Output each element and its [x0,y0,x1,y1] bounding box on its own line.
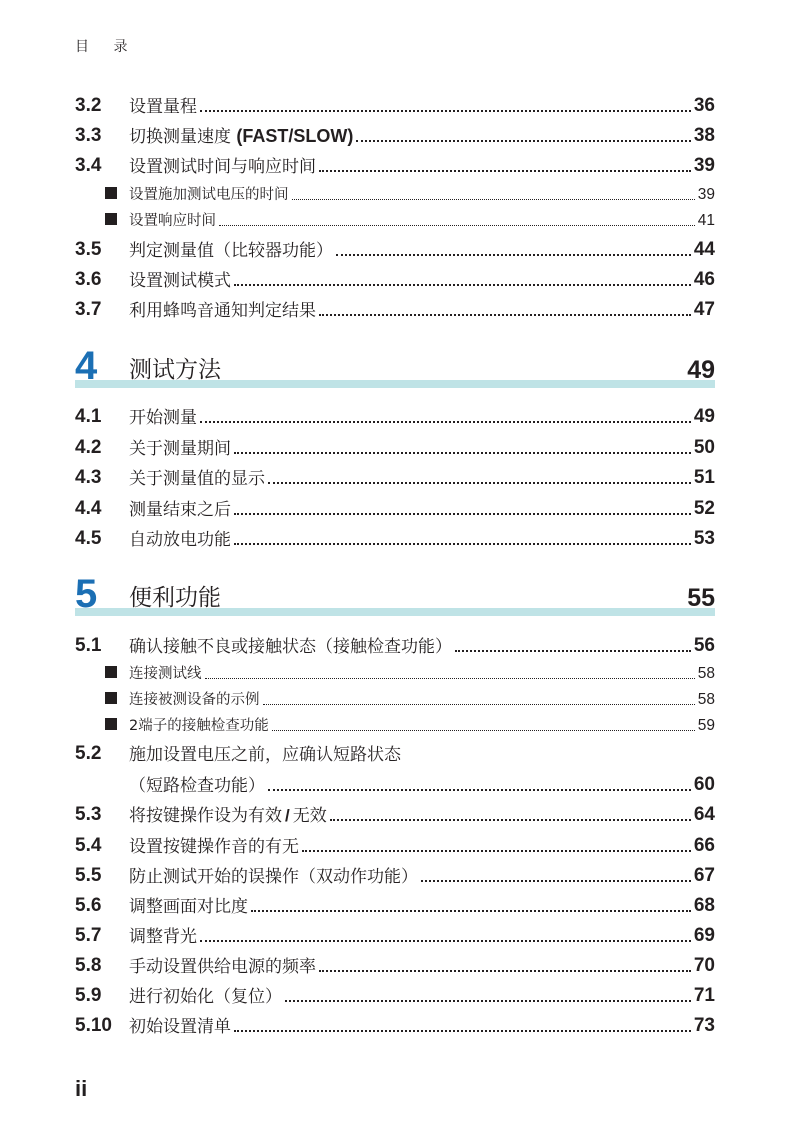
square-bullet-icon [105,187,117,199]
entry-number: 3.5 [75,239,102,260]
dot-leader [200,940,691,942]
entry-page: 66 [693,835,715,856]
square-bullet-icon [105,666,117,678]
toc-subentry[interactable] [105,688,715,709]
toc-entry-5-2[interactable] [75,740,715,765]
chapter-page: 55 [687,584,715,612]
toc-entry-5-9[interactable] [75,982,715,1007]
toc-entry-5-7[interactable] [75,922,715,947]
entry-page: 46 [693,269,715,290]
dot-leader [272,730,695,731]
entry-number: 4.2 [75,437,102,458]
dot-leader [251,910,691,912]
toc-entry-5-2-continuation[interactable] [75,771,715,796]
entry-title: 调整画面对比度 [129,897,248,917]
entry-title: 判定测量值（比较器功能） [129,241,333,261]
entry-title [129,122,353,147]
entry-number: 5.6 [75,895,102,916]
entry-title: 防止测试开始的误操作（双动作功能） [129,867,418,887]
entry-title: 初始设置清单 [129,1017,231,1037]
entry-number: 5.4 [75,835,102,856]
header-title: 目 录 [75,39,138,55]
subentry-page: 41 [697,212,715,229]
entry-number: 4.5 [75,528,102,549]
toc-entry-3-6[interactable] [75,266,715,291]
dot-leader [234,1030,691,1032]
entry-page: 64 [693,804,715,825]
chapter-number: 5 [75,572,98,616]
entry-title [129,801,327,826]
square-bullet-icon [105,213,117,225]
entry-page: 69 [693,925,715,946]
entry-page: 67 [693,865,715,886]
entry-title: 开始测量 [129,408,197,428]
subentry-page: 39 [697,186,715,203]
subentry-title: 连接测试线 [129,666,202,682]
dot-leader [200,421,691,423]
dot-leader [336,254,691,256]
entry-title: 设置按键操作音的有无 [129,837,299,857]
toc-subentry[interactable] [105,714,715,735]
toc-subentry[interactable] [105,662,715,683]
entry-number: 5.2 [75,743,102,764]
dot-leader [234,513,691,515]
chapter-number: 4 [75,344,98,388]
subentry-title: 设置响应时间 [129,213,216,229]
entry-page: 47 [693,299,715,320]
toc-entry-4-4[interactable] [75,495,715,520]
entry-number: 5.1 [75,635,102,656]
entry-page: 60 [693,774,715,795]
entry-number: 5.5 [75,865,102,886]
toc-entry-5-5[interactable] [75,862,715,887]
chapter-heading-4[interactable] [75,338,715,388]
toc-subentry[interactable] [105,209,715,230]
entry-title: 确认接触不良或接触状态（接触检查功能） [129,637,452,657]
entry-number: 3.3 [75,125,102,146]
chapter-heading-5[interactable] [75,566,715,616]
entry-number: 5.7 [75,925,102,946]
entry-number: 3.2 [75,95,102,116]
toc-entry-5-4[interactable] [75,832,715,857]
square-bullet-icon [105,718,117,730]
entry-number: 3.6 [75,269,102,290]
dot-leader [268,789,691,791]
subentry-title: 连接被测设备的示例 [129,692,260,708]
toc-entry-5-8[interactable] [75,952,715,977]
entry-title-text: 切换测量速度 [129,127,237,147]
entry-number: 3.4 [75,155,102,176]
entry-title: 测量结束之后 [129,500,231,520]
subentry-title: 2端子的接触检查功能 [129,718,269,734]
dot-leader [356,140,690,142]
chapter-title: 便利功能 [129,585,221,611]
entry-number: 4.3 [75,467,102,488]
entry-number: 4.4 [75,498,102,519]
entry-title: 关于测量值的显示 [129,469,265,489]
dot-leader [234,543,691,545]
subentry-page: 58 [697,665,715,682]
dot-leader [268,482,691,484]
entry-number: 4.1 [75,406,102,427]
entry-title: 设置量程 [129,97,197,117]
chapter-page: 49 [687,356,715,384]
toc-entry-3-5[interactable] [75,236,715,261]
toc-entry-4-3[interactable] [75,464,715,489]
entry-page: 70 [693,955,715,976]
dot-leader [205,678,695,679]
entry-number: 5.8 [75,955,102,976]
entry-page: 39 [693,155,715,176]
entry-page: 68 [693,895,715,916]
entry-page: 52 [693,498,715,519]
entry-number: 3.7 [75,299,102,320]
entry-page: 50 [693,437,715,458]
entry-page: 71 [693,985,715,1006]
dot-leader [455,650,691,652]
dot-leader [234,452,691,454]
entry-title-text: 无效 [292,806,327,826]
entry-title-latin: (FAST/SLOW) [236,126,354,146]
entry-title: 自动放电功能 [129,530,231,550]
entry-title: 关于测量期间 [129,439,231,459]
toc-entry-3-7[interactable] [75,296,715,321]
toc-entry-5-6[interactable] [75,892,715,917]
toc-subentry[interactable] [105,183,715,204]
entry-page: 36 [693,95,715,116]
entry-title-slash: / [285,806,290,825]
dot-leader [319,170,691,172]
dot-leader [263,704,695,705]
dot-leader [421,880,691,882]
entry-title: 手动设置供给电源的频率 [129,957,316,977]
entry-page: 56 [693,635,715,656]
entry-page: 49 [693,406,715,427]
entry-page: 38 [693,125,715,146]
dot-leader [330,819,691,821]
subentry-page: 59 [697,717,715,734]
dot-leader [234,284,691,286]
square-bullet-icon [105,692,117,704]
subentry-title: 设置施加测试电压的时间 [129,187,289,203]
toc-entry-3-4[interactable] [75,152,715,177]
entry-page: 73 [693,1015,715,1036]
dot-leader [319,970,691,972]
chapter-title: 测试方法 [129,357,221,383]
dot-leader [292,199,695,200]
entry-title: 进行初始化（复位） [129,987,282,1007]
entry-number: 5.9 [75,985,102,1006]
entry-page: 44 [693,239,715,260]
entry-title: 施加设置电压之前，应确认短路状态 [129,745,401,765]
entry-number: 5.3 [75,804,102,825]
subentry-page: 58 [697,691,715,708]
dot-leader [319,314,691,316]
entry-title: 调整背光 [129,927,197,947]
entry-page: 51 [693,467,715,488]
toc-entry-4-5[interactable] [75,525,715,550]
toc-entry-3-2[interactable] [75,92,715,117]
toc-entry-4-2[interactable] [75,434,715,459]
dot-leader [302,850,691,852]
dot-leader [285,1000,691,1002]
entry-title: 设置测试时间与响应时间 [129,157,316,177]
dot-leader [219,225,695,226]
toc-entry-5-1[interactable] [75,632,715,657]
toc-entry-5-3[interactable] [75,801,715,826]
entry-title: 设置测试模式 [129,271,231,291]
page-number-footer: ii [75,1076,88,1101]
dot-leader [200,110,691,112]
entry-title-continuation: （短路检查功能） [129,776,265,796]
entry-title: 利用蜂鸣音通知判定结果 [129,301,316,321]
entry-page: 53 [693,528,715,549]
entry-title-text: 将按键操作设为有效 [129,806,282,826]
toc-entry-3-3[interactable] [75,122,715,147]
entry-number: 5.10 [75,1015,112,1036]
toc-entry-5-10[interactable] [75,1012,715,1037]
toc-entry-4-1[interactable] [75,403,715,428]
